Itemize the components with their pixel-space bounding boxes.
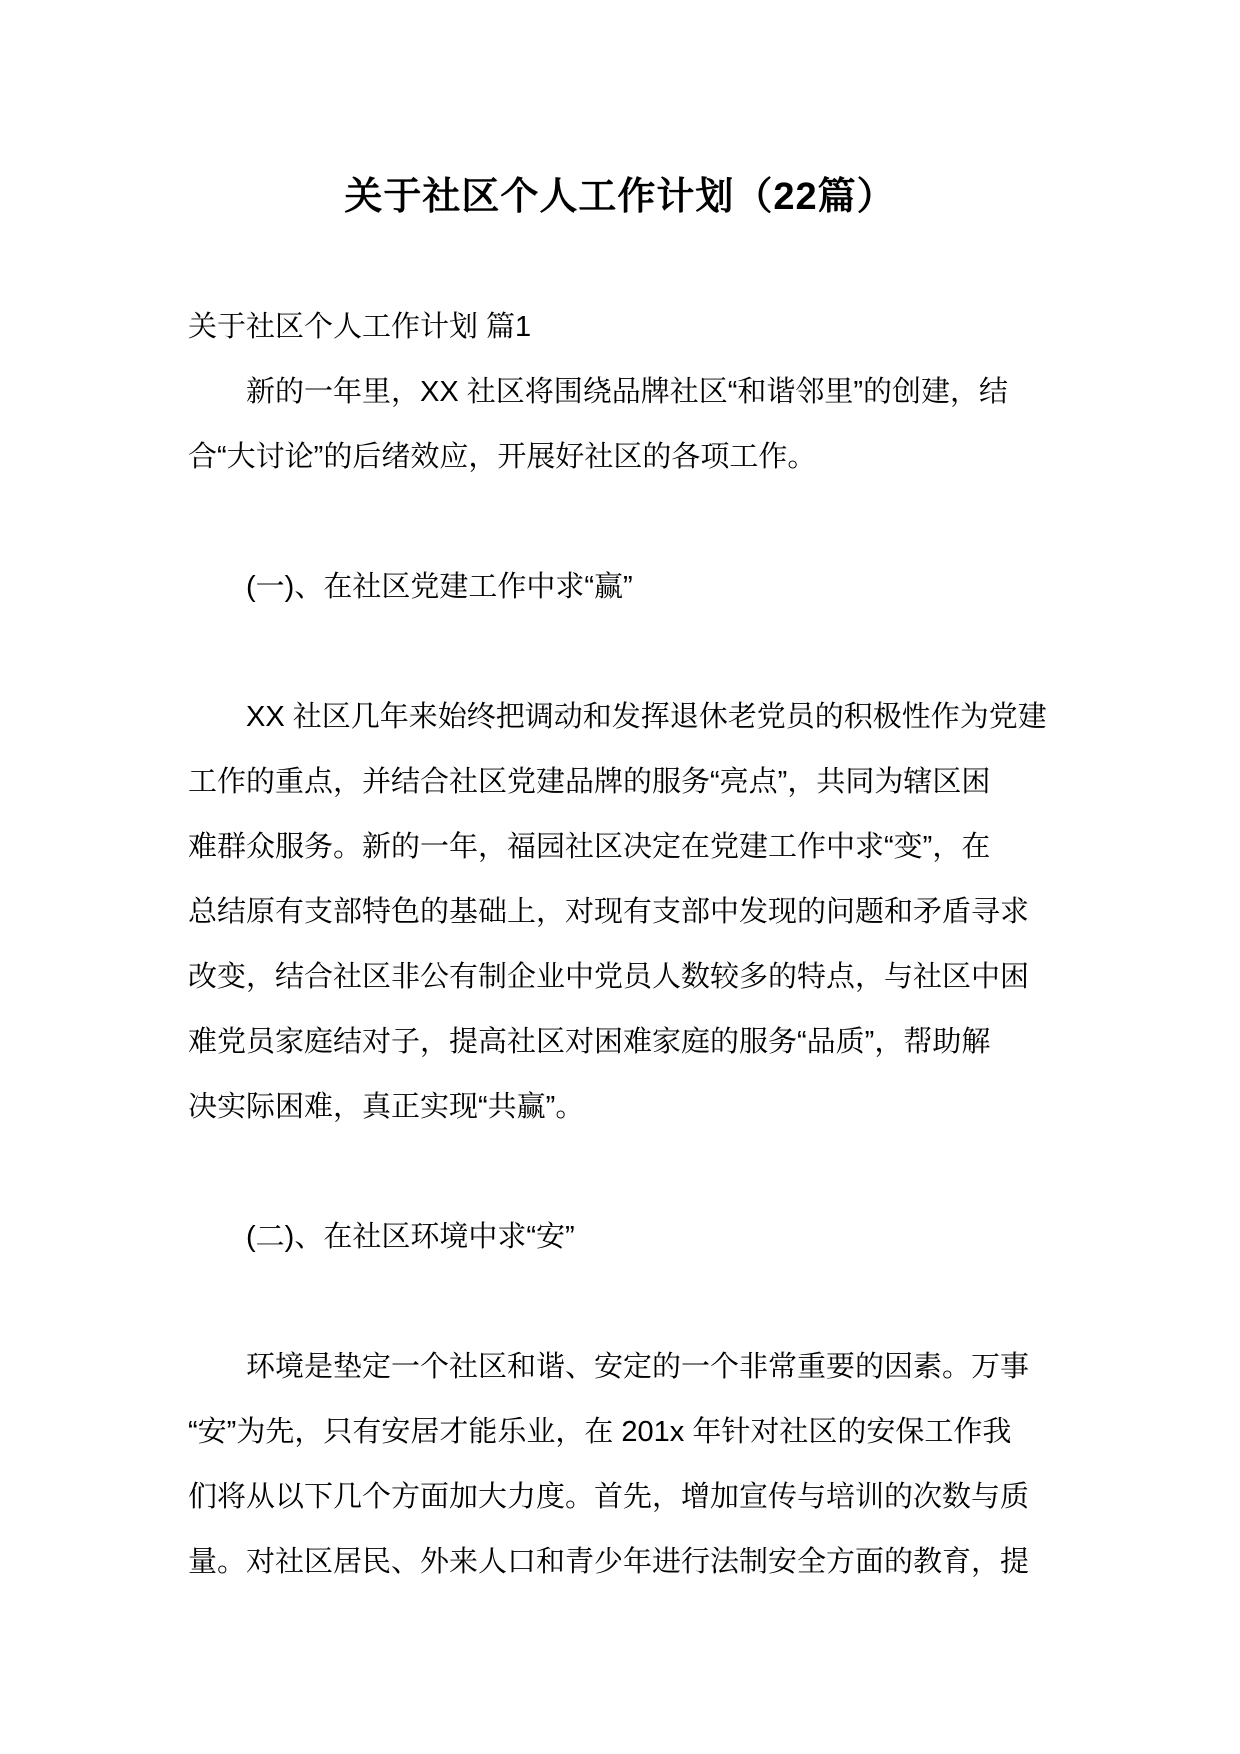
text-line: 量。对社区居民、外来人口和青少年进行法制安全方面的教育，提 [188,1546,1030,1578]
blank-paragraph [188,620,1052,685]
text-line: 工作的重点，并结合社区党建品牌的服务“亮点”，共同为辖区困 [188,766,991,798]
blank-paragraph [188,230,1052,295]
text-line: 改变，结合社区非公有制企业中党员人数较多的特点，与社区中困 [188,961,1030,993]
text-line: 们将从以下几个方面加大力度。首先，增加宣传与培训的次数与质 [188,1481,1030,1513]
text-line: 合“大讨论”的后绪效应，开展好社区的各项工作。 [188,441,817,473]
text-line: 总结原有支部特色的基础上，对现有支部中发现的问题和矛盾寻求 [188,896,1030,928]
paragraph-block [188,360,1052,490]
text-line: “安”为先，只有安居才能乐业，在 201x 年针对社区的安保工作我 [188,1416,1012,1448]
text-line: 新的一年里，XX 社区将围绕品牌社区“和谐邻里”的创建，结 [246,376,1009,408]
blank-paragraph [188,1270,1052,1335]
document-title: 关于社区个人工作计划（22篇） [344,176,896,218]
heading-block [188,295,1052,360]
text-line: 环境是垫定一个社区和谐、安定的一个非常重要的因素。万事 [246,1351,1030,1383]
blank-paragraph [188,1140,1052,1205]
blank-paragraph [188,490,1052,555]
blank-line [188,620,1052,685]
text-line: 决实际困难，真正实现“共赢”。 [188,1091,585,1123]
blank-line [188,230,1052,295]
blank-line [188,1140,1052,1205]
paragraph-block [188,685,1052,1140]
text-line: 难党员家庭结对子，提高社区对困难家庭的服务“品质”，帮助解 [188,1026,991,1058]
section-heading-line: 关于社区个人工作计划 篇1 [188,311,532,343]
text-line: (一)、在社区党建工作中求“赢” [246,571,633,603]
paragraph-block [188,1205,1052,1270]
document-body [188,230,1052,1595]
paragraph-block [188,1335,1052,1595]
text-line: XX 社区几年来始终把调动和发挥退休老党员的积极性作为党建 [246,701,1047,733]
text-line: (二)、在社区环境中求“安” [246,1221,575,1253]
paragraph-block [188,555,1052,620]
text-line: 难群众服务。新的一年，福园社区决定在党建工作中求“变”，在 [188,831,991,863]
blank-line [188,490,1052,555]
blank-line [188,1270,1052,1335]
